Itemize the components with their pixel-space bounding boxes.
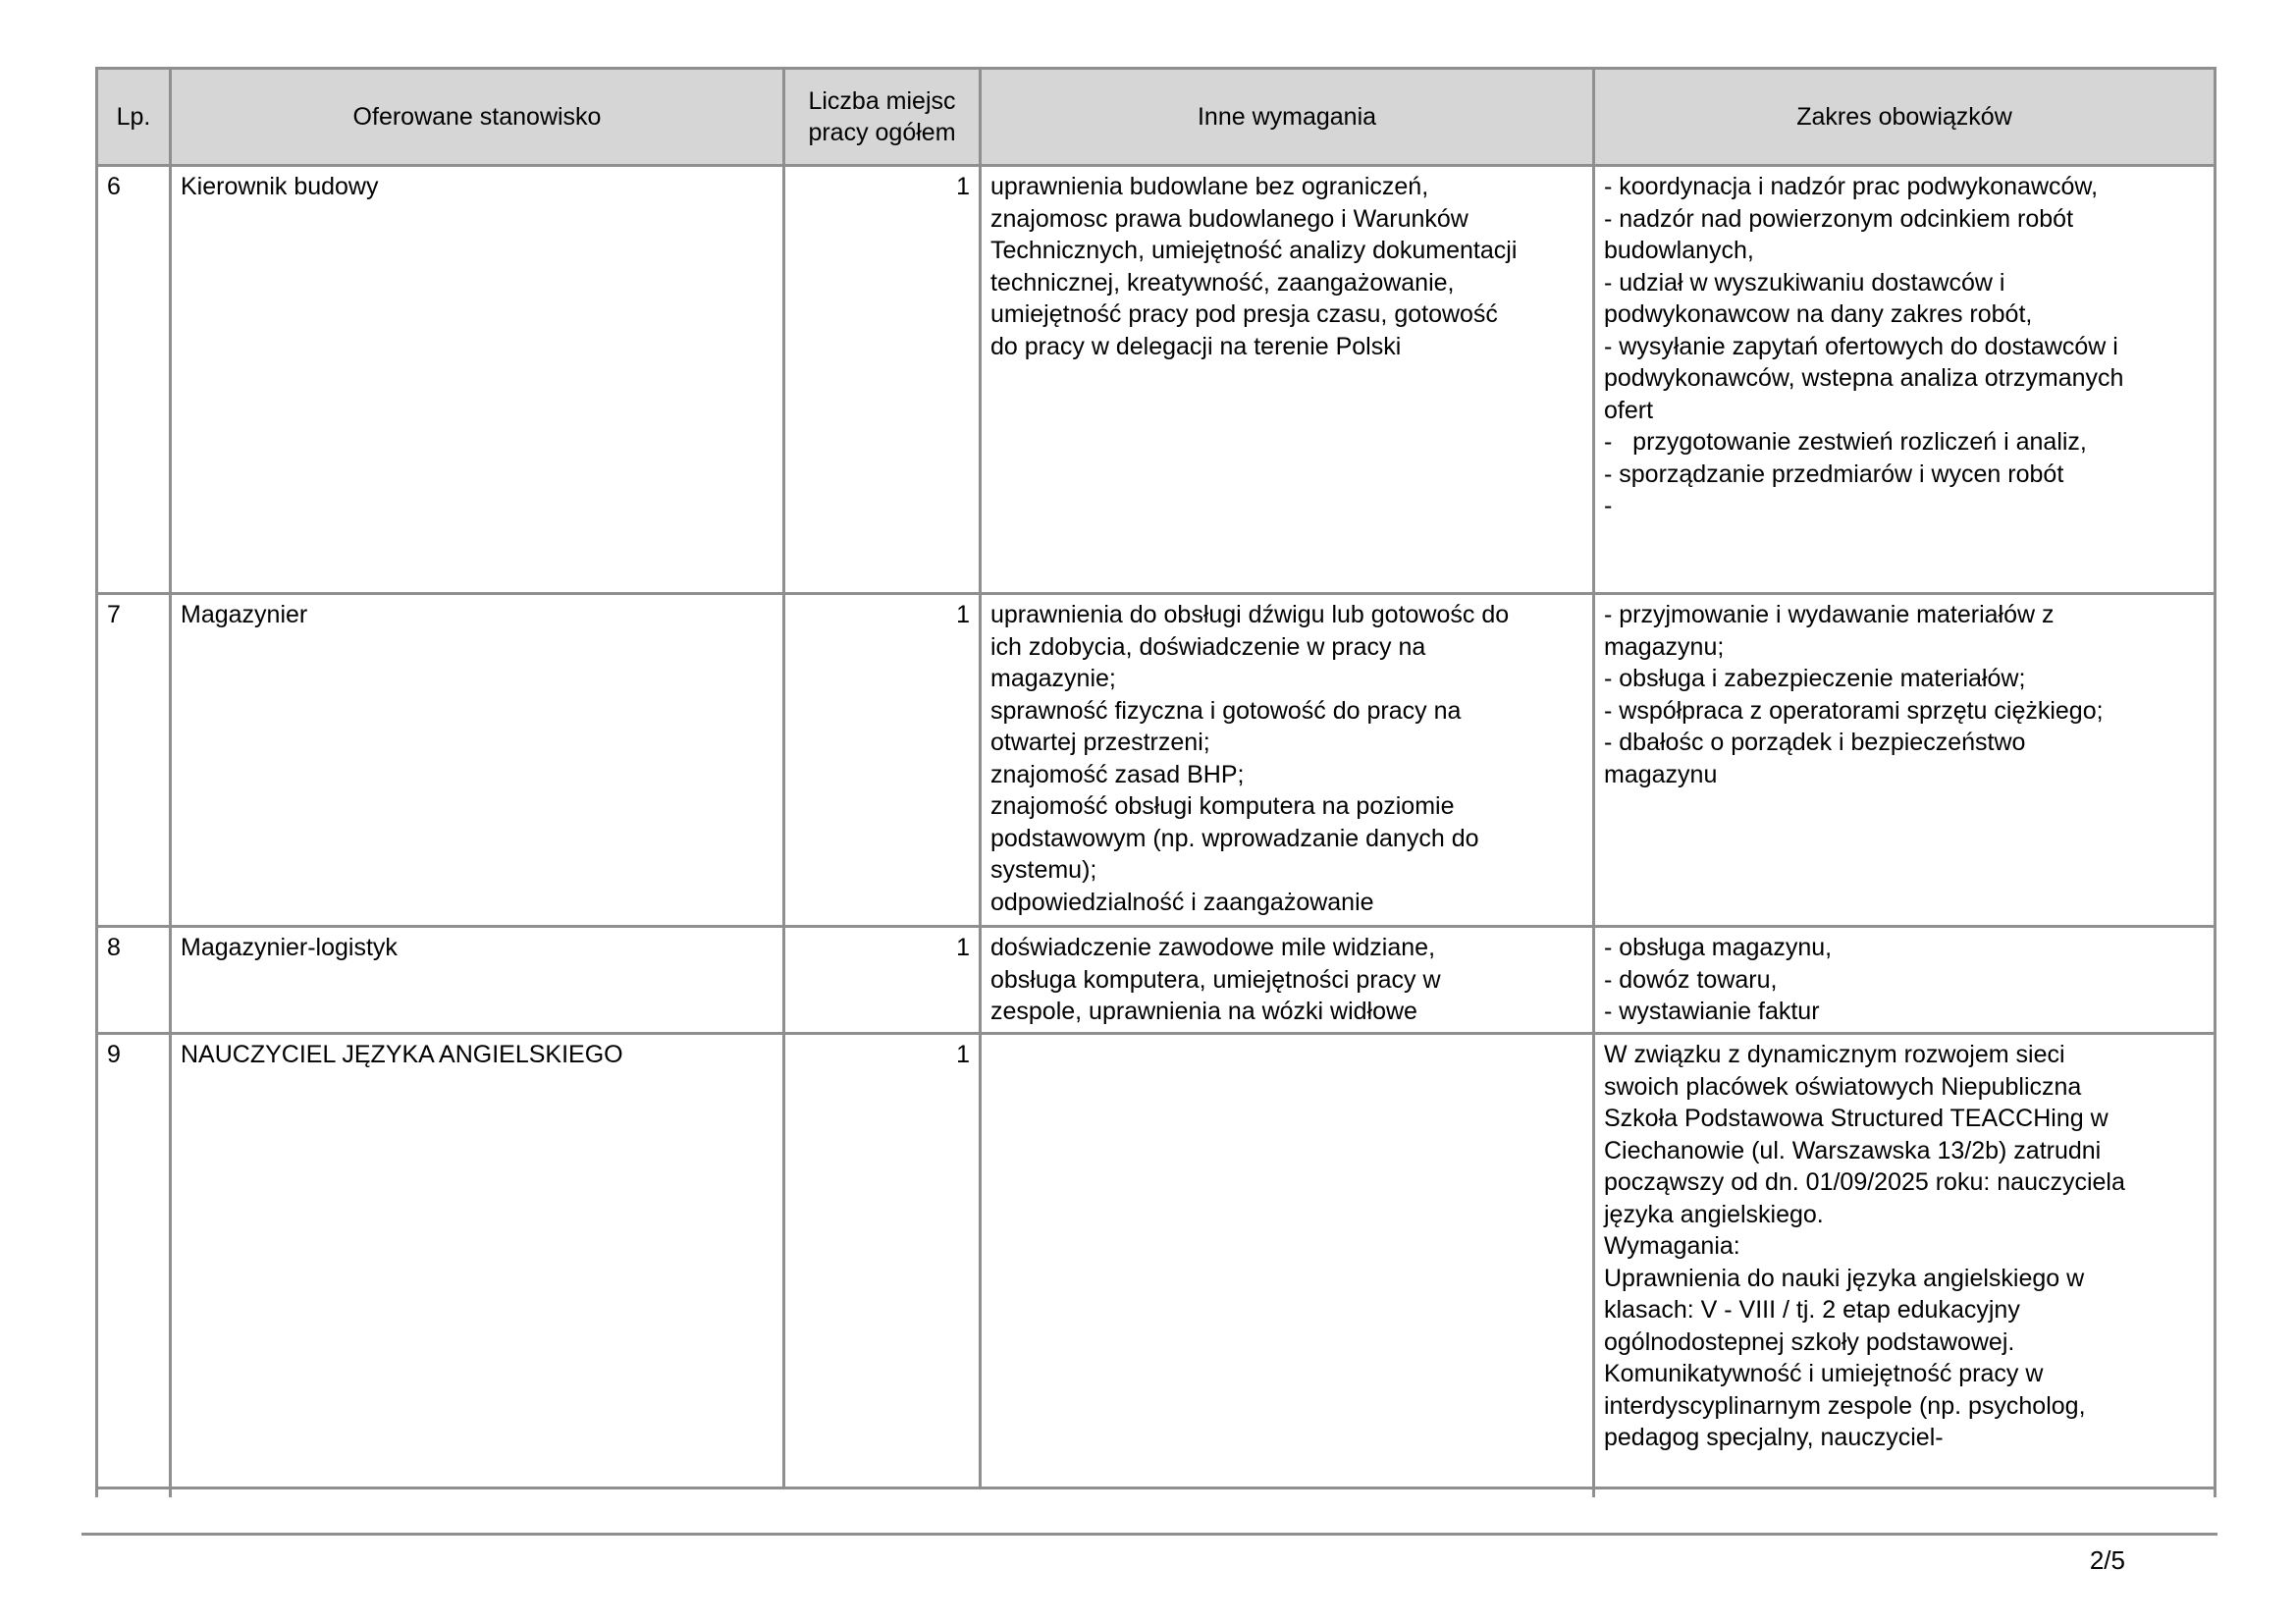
header-duties: Zakres obowiązków: [1594, 69, 2216, 166]
duty-line: Wymagania:: [1604, 1232, 1740, 1260]
cell-duties: [1594, 927, 2216, 1034]
header-count: [784, 69, 981, 166]
duty-line: - nadzór nad powierzonym odcinkiem robót: [1604, 204, 2074, 233]
duty-line: - dowóz towaru,: [1604, 965, 1778, 994]
duty-line: podwykonawców, wstepna analiza otrzymanych: [1604, 364, 2124, 392]
table-header-row: [97, 69, 2216, 166]
cell-lp: 6: [97, 166, 171, 594]
continuation-cell: [981, 1488, 1594, 1498]
requirement-line: obsługa komputera, umiejętności pracy w: [990, 965, 1441, 994]
cell-position: NAUCZYCIEL JĘZYKA ANGIELSKIEGO: [171, 1034, 784, 1488]
continuation-cell: [171, 1488, 784, 1498]
requirement-line: uprawnienia do obsługi dźwigu lub gotowośc do: [990, 601, 1510, 628]
cell-lp: 8: [97, 927, 171, 1034]
duty-line: - wystawianie faktur: [1604, 998, 1820, 1025]
requirement-line: systemu);: [990, 856, 1097, 884]
job-offers-table: [95, 67, 2216, 1497]
cell-requirements: [981, 166, 1594, 594]
cell-duties: [1594, 1034, 2216, 1488]
footer-divider: [81, 1533, 2217, 1536]
cell-requirements: [981, 927, 1594, 1034]
duty-line: W związku z dynamicznym rozwojem sieci: [1604, 1041, 2065, 1068]
duty-line: - udział w wyszukiwaniu dostawców i: [1604, 268, 2005, 297]
duty-line: ogólnodostepnej szkoły podstawowej.: [1604, 1327, 2015, 1356]
cell-count: 1: [784, 927, 981, 1034]
cell-lp: 7: [97, 594, 171, 927]
requirement-line: znajomosc prawa budowlanego i Warunków: [990, 204, 1468, 233]
cell-count: 1: [784, 594, 981, 927]
header-position: Oferowane stanowisko: [171, 69, 784, 166]
duty-line: - współpraca z operatorami sprzętu ciężkiego;: [1604, 696, 2104, 725]
cell-position: Kierownik budowy: [171, 166, 784, 594]
header-lp: Lp.: [97, 69, 171, 166]
requirement-line: uprawnienia budowlane bez ograniczeń,: [990, 173, 1429, 200]
duty-line: - wysyłanie zapytań ofertowych do dostawców i: [1604, 332, 2118, 360]
requirement-line: do pracy w delegacji na terenie Polski: [990, 332, 1402, 360]
duty-line: budowlanych,: [1604, 237, 1754, 264]
cell-duties: [1594, 594, 2216, 927]
duty-line: magazynu: [1604, 760, 1718, 788]
requirement-line: znajomość zasad BHP;: [990, 760, 1245, 788]
duty-line: - obsługa magazynu,: [1604, 934, 1833, 961]
duty-line: swoich placówek oświatowych Niepubliczna: [1604, 1072, 2082, 1101]
requirement-line: technicznej, kreatywność, zaangażowanie,: [990, 268, 1455, 297]
page-number: 2/5: [2089, 1545, 2125, 1575]
cell-requirements: [981, 594, 1594, 927]
requirement-line: ich zdobycia, doświadczenie w pracy na: [990, 632, 1426, 661]
duty-line: - obsługa i zabezpieczenie materiałów;: [1604, 665, 2026, 692]
cell-duties: [1594, 166, 2216, 594]
duty-line: Ciechanowie (ul. Warszawska 13/2b) zatrudni: [1604, 1136, 2102, 1164]
duty-line: - przyjmowanie i wydawanie materiałów z: [1604, 601, 2055, 628]
requirement-line: magazynie;: [990, 665, 1116, 692]
cell-count: 1: [784, 166, 981, 594]
duty-line: podwykonawcow na dany zakres robót,: [1604, 300, 2033, 328]
table-continuation-row: [97, 1488, 2216, 1498]
cell-position: Magazynier-logistyk: [171, 927, 784, 1034]
header-count-line: Liczba miejsc: [808, 87, 956, 115]
continuation-cell: [1594, 1488, 2216, 1498]
requirement-line: Technicznych, umiejętność analizy dokumentacji: [990, 237, 1518, 264]
duty-line: - sporządzanie przedmiarów i wycen robót: [1604, 460, 2064, 488]
table-row: [97, 594, 2216, 927]
cell-count: 1: [784, 1034, 981, 1488]
table-row: [97, 1034, 2216, 1488]
duty-line: interdyscyplinarnym zespole (np. psycholog,: [1604, 1391, 2086, 1420]
duty-line: - dbałośc o porządek i bezpieczeństwo: [1604, 729, 2026, 756]
duty-line: pedagog specjalny, nauczyciel-: [1604, 1424, 1944, 1451]
duty-line: ofert: [1604, 396, 1654, 424]
duty-line: Uprawnienia do nauki języka angielskiego w: [1604, 1264, 2085, 1292]
continuation-cell: [97, 1488, 171, 1498]
requirement-line: odpowiedzialność i zaangażowanie: [990, 888, 1374, 916]
duty-line: klasach: V - VIII / tj. 2 etap edukacyjny: [1604, 1296, 2020, 1324]
header-requirements: Inne wymagania: [981, 69, 1594, 166]
cell-position: Magazynier: [171, 594, 784, 927]
requirement-line: doświadczenie zawodowe mile widziane,: [990, 934, 1436, 961]
requirement-line: zespole, uprawnienia na wózki widłowe: [990, 998, 1417, 1025]
duty-line: - koordynacja i nadzór prac podwykonawców,: [1604, 173, 2099, 200]
duty-line: -: [1604, 492, 1613, 519]
duty-line: języka angielskiego.: [1604, 1200, 1824, 1228]
requirement-line: umiejętność pracy pod presja czasu, gotowość: [990, 300, 1498, 328]
requirement-line: sprawność fizyczna i gotowość do pracy na: [990, 696, 1462, 725]
duty-line: magazynu;: [1604, 632, 1725, 661]
cell-lp: 9: [97, 1034, 171, 1488]
table-row: [97, 166, 2216, 594]
duty-line: Komunikatywność i umiejętność pracy w: [1604, 1360, 2044, 1387]
cell-requirements: [981, 1034, 1594, 1488]
table-row: [97, 927, 2216, 1034]
duty-line: począwszy od dn. 01/09/2025 roku: nauczyciela: [1604, 1168, 2125, 1196]
requirement-line: podstawowym (np. wprowadzanie danych do: [990, 824, 1479, 852]
continuation-cell: [784, 1488, 981, 1498]
duty-line: Szkoła Podstawowa Structured TEACCHing w: [1604, 1105, 2109, 1132]
header-count-line: pracy ogółem: [808, 119, 956, 146]
requirement-line: otwartej przestrzeni;: [990, 729, 1210, 756]
requirement-line: znajomość obsługi komputera na poziomie: [990, 792, 1455, 820]
duty-line: - przygotowanie zestwień rozliczeń i analiz,: [1604, 428, 2087, 456]
